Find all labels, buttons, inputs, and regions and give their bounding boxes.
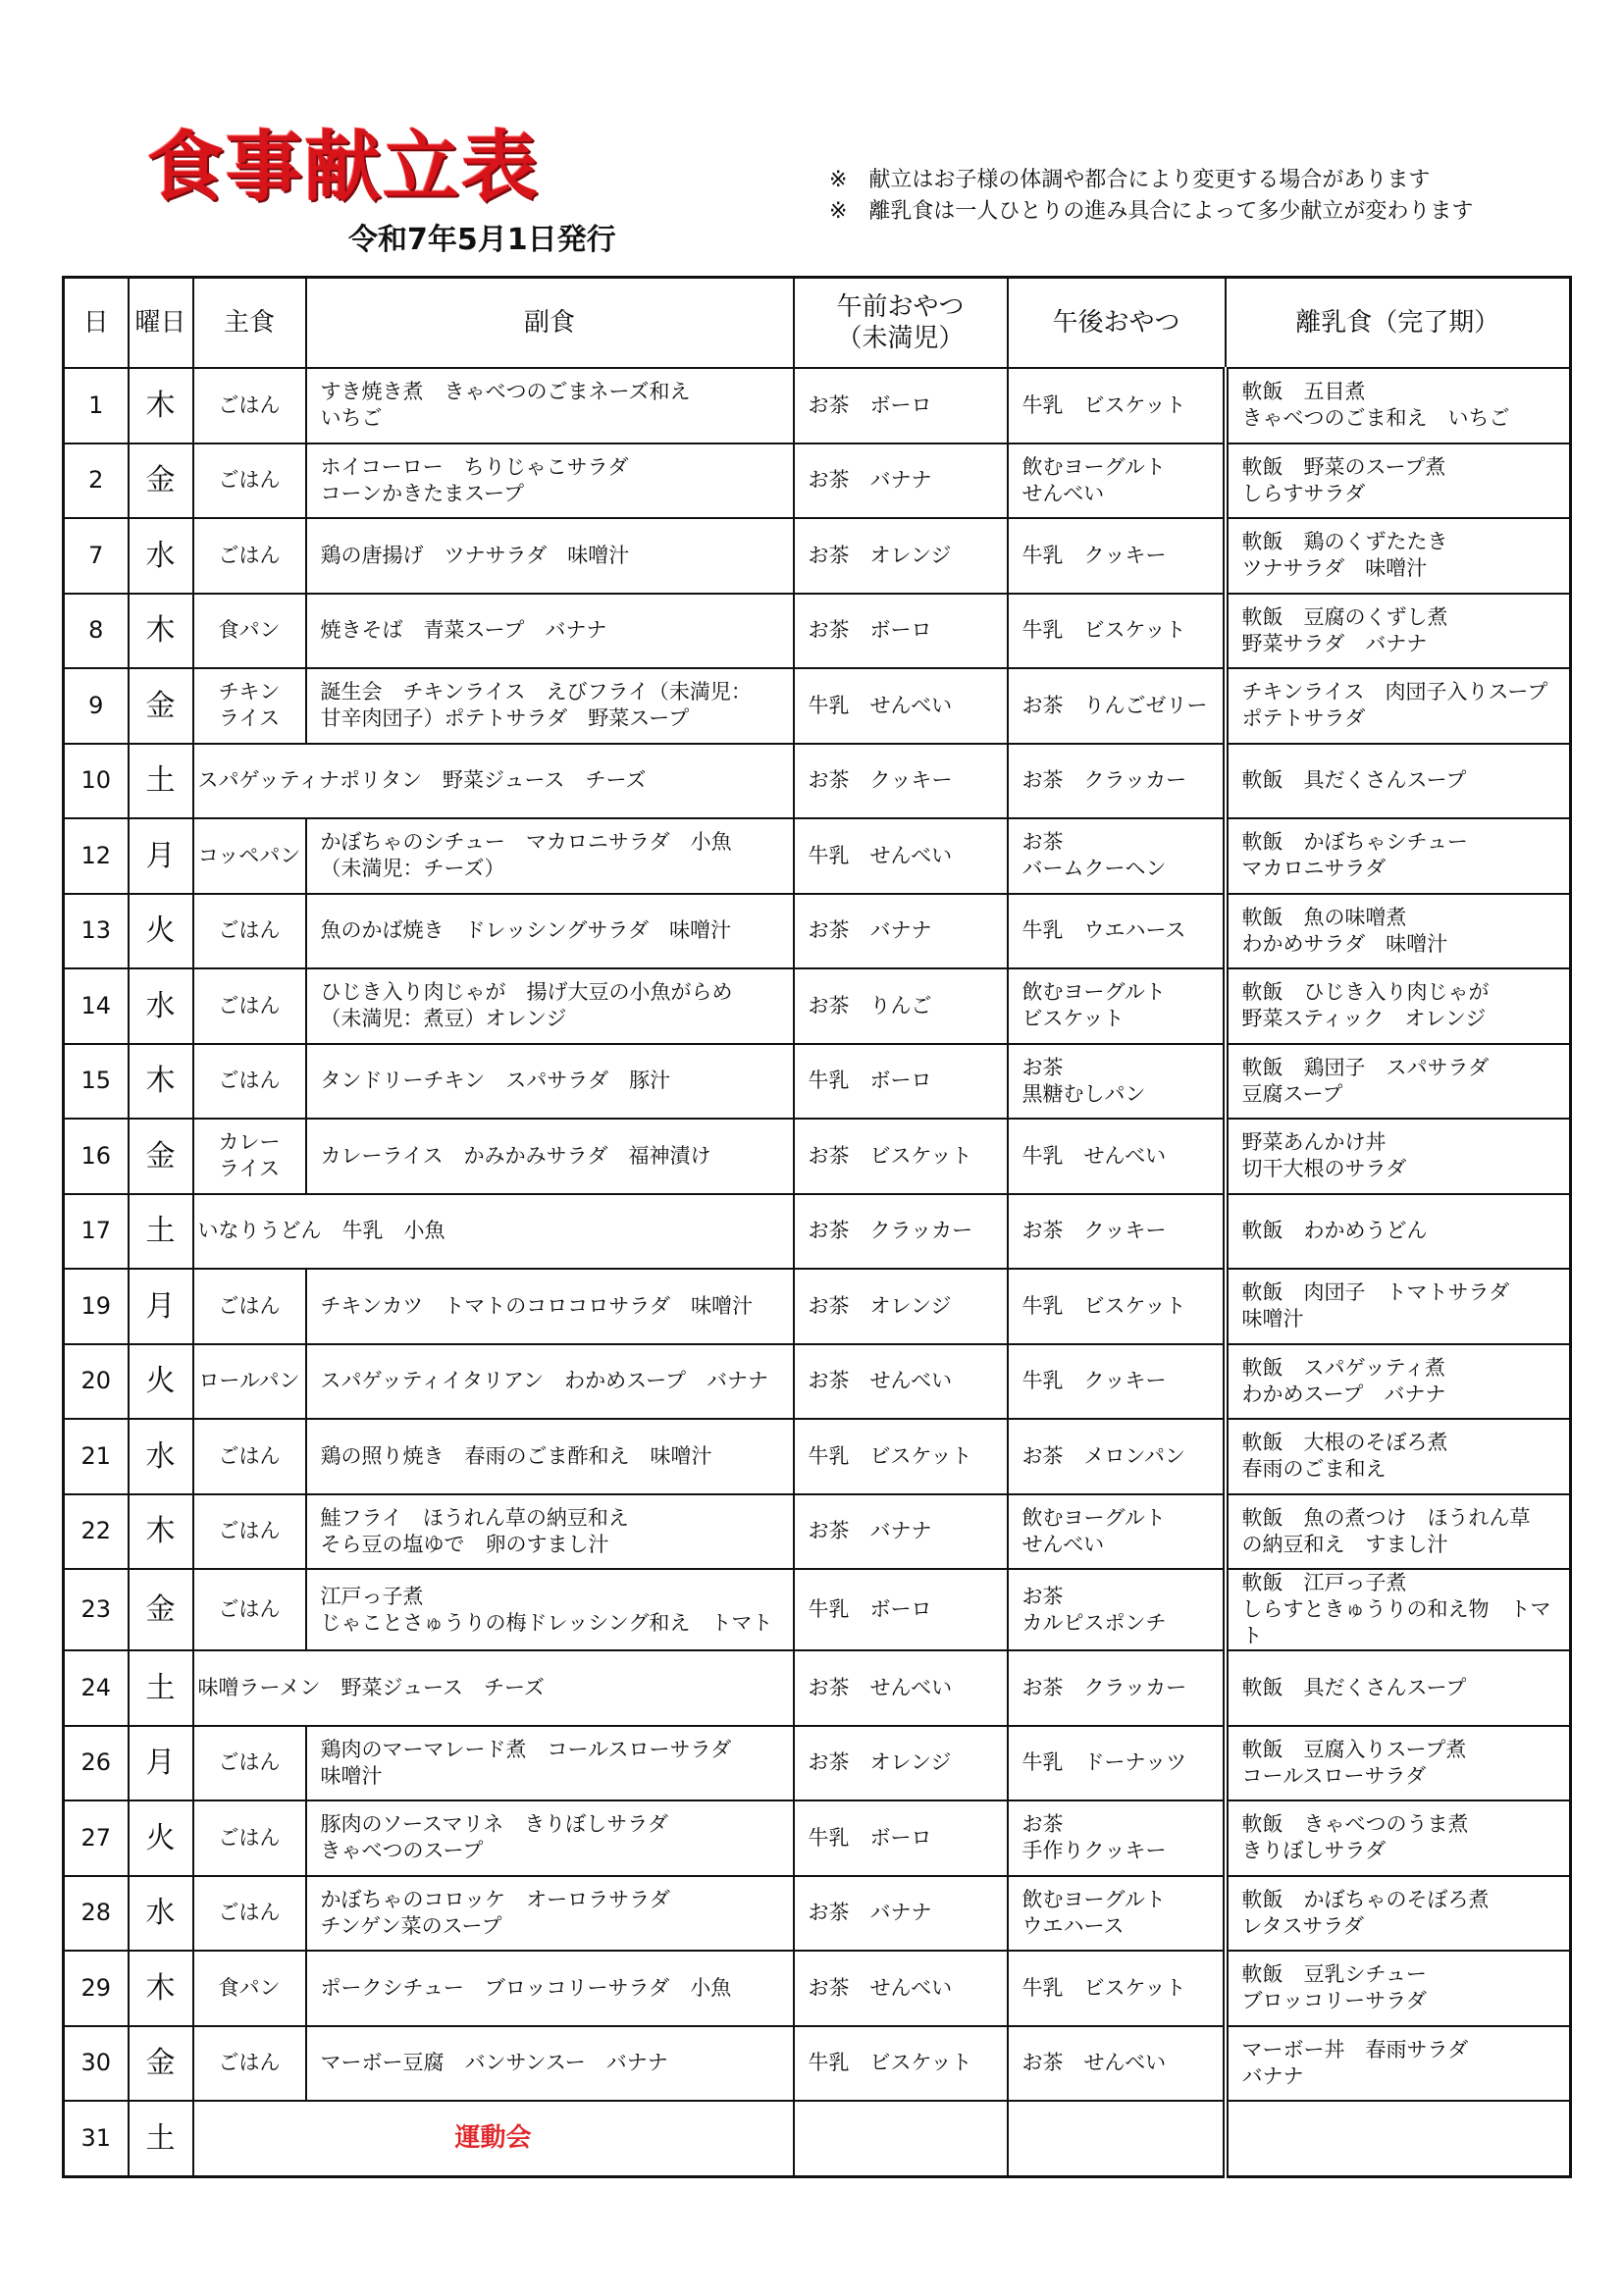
am-snack-cell: お茶 ビスケット [794, 1119, 1008, 1194]
table-row [64, 1650, 1571, 1726]
day-cell: 29 [64, 1951, 129, 2026]
day-cell: 27 [64, 1800, 129, 1876]
weekday-cell: 木 [129, 594, 193, 669]
table-row [64, 444, 1571, 519]
table-row [64, 1269, 1571, 1344]
am-snack-cell: お茶 オレンジ [794, 518, 1008, 594]
day-cell: 12 [64, 818, 129, 894]
baby-food-cell: 軟飯 わかめうどん [1226, 1194, 1571, 1270]
baby-food-cell: マーボー丼 春雨サラダ バナナ [1226, 2026, 1571, 2102]
day-cell: 14 [64, 968, 129, 1044]
weekday-cell: 月 [129, 1269, 193, 1344]
am-snack-cell: お茶 せんべい [794, 1650, 1008, 1726]
weekday-cell: 木 [129, 1044, 193, 1120]
baby-food-cell: 軟飯 魚の味噌煮 わかめサラダ 味噌汁 [1226, 894, 1571, 969]
side-dish-cell: ホイコーロー ちりじゃこサラダ コーンかきたまスープ [306, 444, 794, 519]
issue-date: 令和7年5月1日発行 [348, 223, 616, 257]
day-cell: 22 [64, 1494, 129, 1570]
table-row [64, 1800, 1571, 1876]
weekday-cell: 土 [129, 1650, 193, 1726]
day-cell: 2 [64, 444, 129, 519]
pm-snack-cell: お茶 せんべい [1008, 2026, 1226, 2102]
day-cell: 10 [64, 744, 129, 819]
baby-food-cell: 軟飯 鶏団子 スパサラダ 豆腐スープ [1226, 1044, 1571, 1120]
note-1: ※ 献立はお子様の体調や都合により変更する場合があります [829, 168, 1431, 192]
weekday-cell: 土 [129, 2101, 193, 2176]
table-row [64, 668, 1571, 744]
side-dish-cell: チキンカツ トマトのコロコロサラダ 味噌汁 [306, 1269, 794, 1344]
side-dish-cell: 誕生会 チキンライス えびフライ（未満児： 甘辛肉団子）ポテトサラダ 野菜スープ [306, 668, 794, 744]
weekday-cell: 木 [129, 1494, 193, 1570]
pm-snack-cell: お茶 クラッカー [1008, 744, 1226, 819]
weekday-cell: 金 [129, 668, 193, 744]
staple-cell: ごはん [193, 1419, 306, 1494]
am-snack-cell: お茶 バナナ [794, 1876, 1008, 1952]
staple-cell: ごはん [193, 1269, 306, 1344]
notes [829, 165, 1473, 228]
pm-snack-cell: 牛乳 クッキー [1008, 518, 1226, 594]
staple-side-cell: 味噌ラーメン 野菜ジュース チーズ [193, 1650, 794, 1726]
table-row [64, 894, 1571, 969]
side-dish-cell: かぼちゃのシチュー マカロニサラダ 小魚 （未満児：チーズ） [306, 818, 794, 894]
day-cell: 1 [64, 368, 129, 444]
baby-food-cell: 軟飯 かぼちゃシチュー マカロニサラダ [1226, 818, 1571, 894]
staple-cell: ごはん [193, 368, 306, 444]
day-cell: 19 [64, 1269, 129, 1344]
side-dish-cell: 鶏の唐揚げ ツナサラダ 味噌汁 [306, 518, 794, 594]
baby-food-cell: 軟飯 具だくさんスープ [1226, 1650, 1571, 1726]
day-cell: 13 [64, 894, 129, 969]
weekday-cell: 水 [129, 968, 193, 1044]
am-snack-cell: 牛乳 せんべい [794, 818, 1008, 894]
weekday-cell: 火 [129, 894, 193, 969]
day-cell: 23 [64, 1569, 129, 1650]
pm-snack-cell: 飲むヨーグルト ビスケット [1008, 968, 1226, 1044]
staple-cell: 食パン [193, 594, 306, 669]
pm-snack-cell: お茶 カルピスポンチ [1008, 1569, 1226, 1650]
baby-food-cell: 軟飯 ひじき入り肉じゃが 野菜スティック オレンジ [1226, 968, 1571, 1044]
weekday-cell: 木 [129, 1951, 193, 2026]
day-cell: 9 [64, 668, 129, 744]
weekday-cell: 火 [129, 1800, 193, 1876]
staple-cell: カレー ライス [193, 1119, 306, 1194]
weekday-cell: 水 [129, 1876, 193, 1952]
pm-snack-cell: お茶 メロンパン [1008, 1419, 1226, 1494]
baby-food-cell: 軟飯 具だくさんスープ [1226, 744, 1571, 819]
weekday-cell: 月 [129, 1726, 193, 1801]
col-header-pm-snack: 午後おやつ [1008, 278, 1226, 369]
side-dish-cell: 江戸っ子煮 じゃことさゅうりの梅ドレッシング和え トマト [306, 1569, 794, 1650]
day-cell: 26 [64, 1726, 129, 1801]
baby-food-cell: 軟飯 肉団子 トマトサラダ 味噌汁 [1226, 1269, 1571, 1344]
baby-food-cell: 軟飯 豆乳シチュー ブロッコリーサラダ [1226, 1951, 1571, 2026]
staple-cell: ごはん [193, 1726, 306, 1801]
day-cell: 20 [64, 1344, 129, 1420]
col-header-staple: 主食 [193, 278, 306, 369]
am-snack-cell: お茶 ボーロ [794, 594, 1008, 669]
day-cell: 17 [64, 1194, 129, 1270]
staple-cell: コッペパン [193, 818, 306, 894]
pm-snack-cell: お茶 手作りクッキー [1008, 1800, 1226, 1876]
table-header-row [64, 278, 1571, 369]
day-cell: 28 [64, 1876, 129, 1952]
menu-table [62, 276, 1572, 2178]
pm-snack-cell: お茶 りんごゼリー [1008, 668, 1226, 744]
col-header-baby: 離乳食（完了期） [1226, 278, 1571, 369]
am-snack-cell: 牛乳 ビスケット [794, 1419, 1008, 1494]
side-dish-cell: 焼きそば 青菜スープ バナナ [306, 594, 794, 669]
col-header-side: 副食 [306, 278, 794, 369]
am-snack-cell: 牛乳 ビスケット [794, 2026, 1008, 2102]
table-row [64, 1194, 1571, 1270]
weekday-cell: 木 [129, 368, 193, 444]
pm-snack-cell [1008, 2101, 1226, 2176]
weekday-cell: 土 [129, 744, 193, 819]
table-row [64, 368, 1571, 444]
side-dish-cell: かぼちゃのコロッケ オーロラサラダ チンゲン菜のスープ [306, 1876, 794, 1952]
pm-snack-cell: 飲むヨーグルト せんべい [1008, 1494, 1226, 1570]
staple-cell: 食パン [193, 1951, 306, 2026]
weekday-cell: 水 [129, 1419, 193, 1494]
weekday-cell: 水 [129, 518, 193, 594]
pm-snack-cell: お茶 クッキー [1008, 1194, 1226, 1270]
staple-cell: ごはん [193, 2026, 306, 2102]
day-cell: 30 [64, 2026, 129, 2102]
pm-snack-cell: 飲むヨーグルト ウエハース [1008, 1876, 1226, 1952]
side-dish-cell: 魚のかば焼き ドレッシングサラダ 味噌汁 [306, 894, 794, 969]
staple-cell: ごはん [193, 1044, 306, 1120]
staple-cell: ごはん [193, 1800, 306, 1876]
staple-cell: ごはん [193, 1876, 306, 1952]
weekday-cell: 金 [129, 1569, 193, 1650]
side-dish-cell: ひじき入り肉じゃが 揚げ大豆の小魚がらめ （未満児：煮豆）オレンジ [306, 968, 794, 1044]
col-header-dow: 曜日 [129, 278, 193, 369]
side-dish-cell: 鶏の照り焼き 春雨のごま酢和え 味噌汁 [306, 1419, 794, 1494]
day-cell: 16 [64, 1119, 129, 1194]
baby-food-cell: 軟飯 江戸っ子煮 しらすときゅうりの和え物 トマト [1226, 1569, 1571, 1650]
baby-food-cell: 軟飯 野菜のスープ煮 しらすサラダ [1226, 444, 1571, 519]
pm-snack-cell: 飲むヨーグルト せんべい [1008, 444, 1226, 519]
table-row [64, 1726, 1571, 1801]
am-snack-cell: 牛乳 ボーロ [794, 1044, 1008, 1120]
table-row [64, 1044, 1571, 1120]
baby-food-cell: 軟飯 豆腐のくずし煮 野菜サラダ バナナ [1226, 594, 1571, 669]
am-snack-cell: お茶 バナナ [794, 894, 1008, 969]
side-dish-cell: スパゲッティイタリアン わかめスープ バナナ [306, 1344, 794, 1420]
pm-snack-cell: 牛乳 ビスケット [1008, 594, 1226, 669]
side-dish-cell: マーボー豆腐 バンサンスー バナナ [306, 2026, 794, 2102]
day-cell: 24 [64, 1650, 129, 1726]
staple-cell: ごはん [193, 894, 306, 969]
note-2: ※ 離乳食は一人ひとりの進み具合によって多少献立が変わります [829, 199, 1474, 224]
side-dish-cell: 豚肉のソースマリネ きりぼしサラダ きゃべつのスープ [306, 1800, 794, 1876]
side-dish-cell: ポークシチュー ブロッコリーサラダ 小魚 [306, 1951, 794, 2026]
am-snack-cell: 牛乳 ボーロ [794, 1569, 1008, 1650]
day-cell: 31 [64, 2101, 129, 2176]
staple-cell: ごはん [193, 518, 306, 594]
am-snack-cell: 牛乳 せんべい [794, 668, 1008, 744]
table-row [64, 1951, 1571, 2026]
am-snack-cell: お茶 オレンジ [794, 1726, 1008, 1801]
pm-snack-cell: お茶 クラッカー [1008, 1650, 1226, 1726]
staple-cell: ごはん [193, 1569, 306, 1650]
pm-snack-cell: お茶 バームクーヘン [1008, 818, 1226, 894]
am-snack-cell: お茶 せんべい [794, 1951, 1008, 2026]
pm-snack-cell: 牛乳 せんべい [1008, 1119, 1226, 1194]
day-cell: 8 [64, 594, 129, 669]
weekday-cell: 金 [129, 444, 193, 519]
am-snack-cell: お茶 せんべい [794, 1344, 1008, 1420]
table-row [64, 518, 1571, 594]
am-snack-cell: お茶 オレンジ [794, 1269, 1008, 1344]
staple-cell: ごはん [193, 968, 306, 1044]
table-row [64, 1569, 1571, 1650]
table-row [64, 968, 1571, 1044]
pm-snack-cell: 牛乳 ウエハース [1008, 894, 1226, 969]
day-cell: 21 [64, 1419, 129, 1494]
am-snack-cell: お茶 バナナ [794, 1494, 1008, 1570]
day-cell: 15 [64, 1044, 129, 1120]
table-row [64, 2101, 1571, 2176]
pm-snack-cell: 牛乳 ドーナッツ [1008, 1726, 1226, 1801]
table-row [64, 1344, 1571, 1420]
weekday-cell: 金 [129, 1119, 193, 1194]
table-row [64, 2026, 1571, 2102]
staple-cell: ごはん [193, 444, 306, 519]
pm-snack-cell: 牛乳 ビスケット [1008, 368, 1226, 444]
baby-food-cell: 軟飯 鶏のくずたたき ツナサラダ 味噌汁 [1226, 518, 1571, 594]
baby-food-cell: 軟飯 魚の煮つけ ほうれん草 の納豆和え すまし汁 [1226, 1494, 1571, 1570]
staple-side-cell: スパゲッティナポリタン 野菜ジュース チーズ [193, 744, 794, 819]
menu-body [64, 368, 1571, 2176]
baby-food-cell: 軟飯 豆腐入りスープ煮 コールスローサラダ [1226, 1726, 1571, 1801]
am-snack-cell: お茶 クラッカー [794, 1194, 1008, 1270]
baby-food-cell: 軟飯 大根のそぼろ煮 春雨のごま和え [1226, 1419, 1571, 1494]
event-cell: 運動会 [193, 2101, 794, 2176]
baby-food-cell: 軟飯 スパゲッティ煮 わかめスープ バナナ [1226, 1344, 1571, 1420]
menu-title: 食事献立表 [147, 124, 541, 212]
baby-food-cell: 野菜あんかけ丼 切干大根のサラダ [1226, 1119, 1571, 1194]
am-snack-cell: お茶 クッキー [794, 744, 1008, 819]
weekday-cell: 月 [129, 818, 193, 894]
table-row [64, 1494, 1571, 1570]
staple-cell: チキン ライス [193, 668, 306, 744]
day-cell: 7 [64, 518, 129, 594]
am-snack-cell: お茶 バナナ [794, 444, 1008, 519]
table-row [64, 1119, 1571, 1194]
pm-snack-cell: 牛乳 クッキー [1008, 1344, 1226, 1420]
pm-snack-cell: お茶 黒糖むしパン [1008, 1044, 1226, 1120]
am-snack-cell: お茶 りんご [794, 968, 1008, 1044]
side-dish-cell: カレーライス かみかみサラダ 福神漬け [306, 1119, 794, 1194]
baby-food-cell: 軟飯 かぼちゃのそぼろ煮 レタスサラダ [1226, 1876, 1571, 1952]
baby-food-cell: チキンライス 肉団子入りスープ ポテトサラダ [1226, 668, 1571, 744]
table-row [64, 744, 1571, 819]
side-dish-cell: 鶏肉のマーマレード煮 コールスローサラダ 味噌汁 [306, 1726, 794, 1801]
am-snack-cell: お茶 ボーロ [794, 368, 1008, 444]
side-dish-cell: すき焼き煮 きゃべつのごまネーズ和え いちご [306, 368, 794, 444]
staple-cell: ロールパン [193, 1344, 306, 1420]
table-row [64, 1419, 1571, 1494]
col-header-am-snack: 午前おやつ （未満児） [794, 278, 1008, 369]
pm-snack-cell: 牛乳 ビスケット [1008, 1269, 1226, 1344]
weekday-cell: 金 [129, 2026, 193, 2102]
side-dish-cell: タンドリーチキン スパサラダ 豚汁 [306, 1044, 794, 1120]
col-header-day: 日 [64, 278, 129, 369]
table-row [64, 1876, 1571, 1952]
baby-food-cell: 軟飯 五目煮 きゃべつのごま和え いちご [1226, 368, 1571, 444]
weekday-cell: 土 [129, 1194, 193, 1270]
baby-food-cell: 軟飯 きゃべつのうま煮 きりぼしサラダ [1226, 1800, 1571, 1876]
am-snack-cell [794, 2101, 1008, 2176]
baby-food-cell [1226, 2101, 1571, 2176]
weekday-cell: 火 [129, 1344, 193, 1420]
table-row [64, 818, 1571, 894]
staple-cell: ごはん [193, 1494, 306, 1570]
pm-snack-cell: 牛乳 ビスケット [1008, 1951, 1226, 2026]
side-dish-cell: 鮭フライ ほうれん草の納豆和え そら豆の塩ゆで 卵のすまし汁 [306, 1494, 794, 1570]
staple-side-cell: いなりうどん 牛乳 小魚 [193, 1194, 794, 1270]
table-row [64, 594, 1571, 669]
am-snack-cell: 牛乳 ボーロ [794, 1800, 1008, 1876]
